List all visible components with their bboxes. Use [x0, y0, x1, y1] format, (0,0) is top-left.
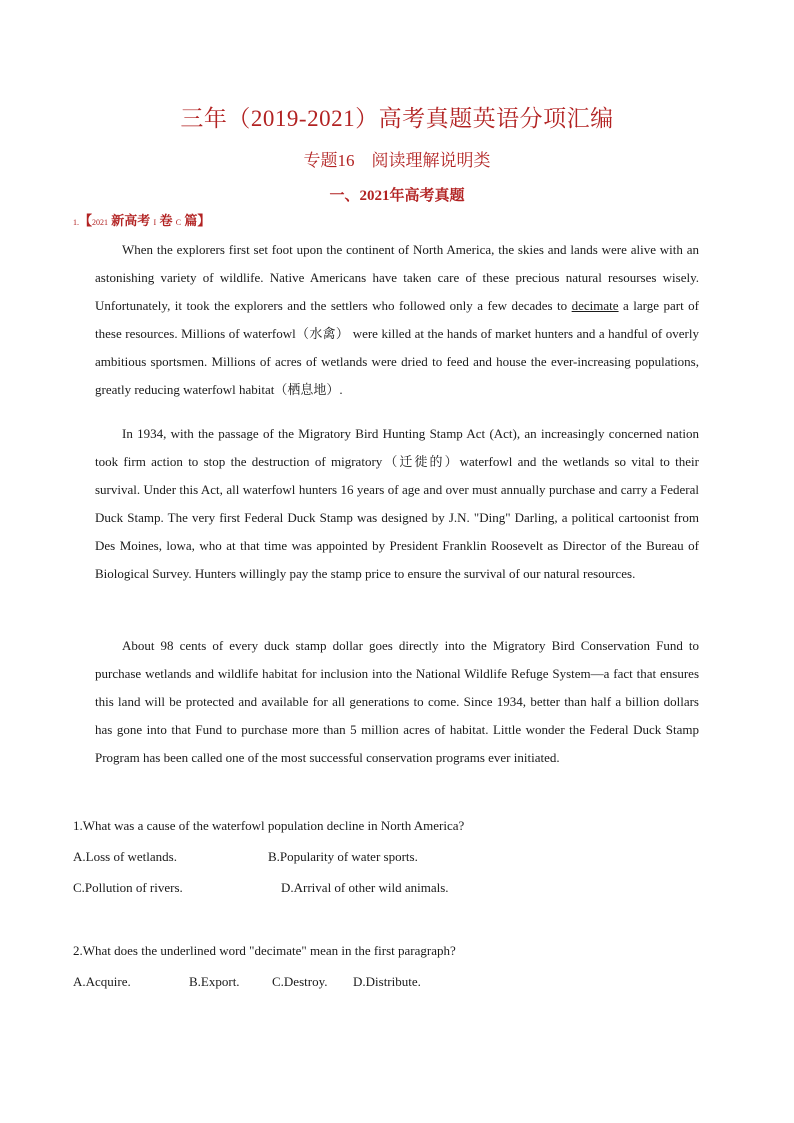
passage-paragraph-1 — [95, 236, 699, 404]
source-exam-volume: 卷 — [159, 213, 173, 228]
question-2-option-a: A.Acquire. — [73, 974, 131, 989]
source-bracket-open: 【 — [79, 213, 93, 228]
source-year: 2021 — [92, 218, 109, 227]
question-2-stem: 2.What does the underlined word "decimate" mean in the first paragraph? — [73, 943, 456, 958]
document-title: 三年（2019-2021）高考真题英语分项汇编 — [180, 106, 614, 131]
source-roman: I — [153, 218, 157, 227]
source-number: 1. — [73, 218, 79, 227]
passage-paragraph-2: In 1934, with the passage of the Migratory Bird Hunting Stamp Act (Act), an increasingly concerned nation took firm action to stop the destruction of migratory（迁徙的）waterfowl and the wetlands so vital to their survival. Under this Act, all waterfowl hunters 16 years of age and over must annually purchase and carry a Federal Duck Stamp. The very first Federal Duck Stamp was designed by J.N. "Ding" Darling, a political cartoonist from Des Moines, lowa, who at that time was appointed by President Franklin Roosevelt as Director of the Bureau of Biological Survey. Hunters willingly pay the stamp price to ensure the survival of our natural resources. — [95, 426, 699, 581]
source-bracket-close: 】 — [197, 213, 211, 228]
question-1-option-c: C.Pollution of rivers. — [73, 880, 183, 895]
section-heading: 一、2021年高考真题 — [329, 188, 465, 204]
source-exam: 新高考 — [111, 213, 151, 228]
question-2-option-d: D.Distribute. — [353, 974, 421, 989]
question-1-option-a: A.Loss of wetlands. — [73, 849, 177, 864]
underlined-word: decimate — [571, 298, 619, 313]
source-part-letter: C — [175, 218, 182, 227]
question-2-option-b: B.Export. — [189, 974, 240, 989]
paragraph-1-text-end: a large part of these resources. Millions of waterfowl（水禽） were killed at the hands of market hunters and a handful of overly ambitious sportsmen. Millions of acres of wetlands were dried to feed and house the ever-increasing populations, greatly reducing waterfowl habitat（栖息地）. — [95, 298, 699, 397]
question-source-tag — [73, 210, 210, 229]
paragraph-1-text-start: When the explorers first set foot upon the continent of North America, the skies and lands were alive with an astonishing variety of wildlife. Native Americans have taken care of these precious natural resourses wisely. Unfortunately, it took the explorers and the settlers who followed only a few decades to — [95, 242, 699, 313]
passage-paragraph-3: About 98 cents of every duck stamp dollar goes directly into the Migratory Bird Conservation Fund to purchase wetlands and wildlife habitat for inclusion into the National Wildlife Refuge System—a fact that ensures this land will be protected and available for all generations to come. Since 1934, better than half a billion dollars has gone into that Fund to purchase more than 5 million acres of habitat. Little wonder the Federal Duck Stamp Program has been called one of the most successful conservation programs ever initiated. — [95, 638, 699, 765]
question-2-option-c: C.Destroy. — [272, 974, 328, 989]
source-part: 篇 — [184, 213, 198, 228]
question-1-option-b: B.Popularity of water sports. — [268, 849, 418, 864]
question-1-option-d: D.Arrival of other wild animals. — [281, 880, 449, 895]
topic-subtitle: 专题16 阅读理解说明类 — [303, 151, 491, 170]
question-1-stem: 1.What was a cause of the waterfowl population decline in North America? — [73, 818, 465, 833]
